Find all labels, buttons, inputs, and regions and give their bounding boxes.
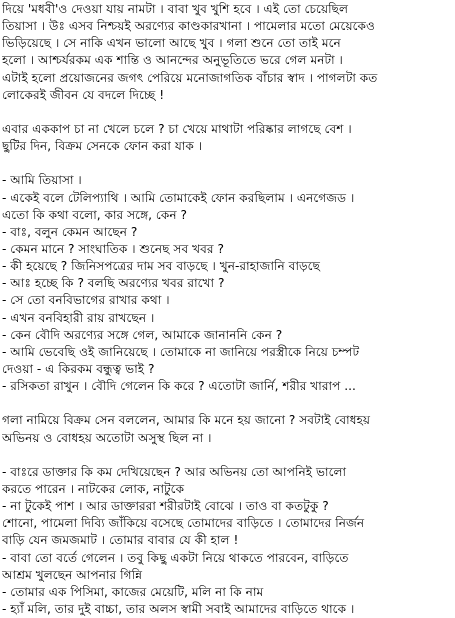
dialogue-line: - বাঃ, বলুন কেমন আছেন ? xyxy=(2,224,138,239)
paragraph-gap xyxy=(2,104,453,121)
text-line: এটাই হলো প্রয়োজনের জগৎ পেরিয়ে মনোজাগতিক বাঁচার স্বাদ । পাগলটা কত xyxy=(2,70,378,85)
dialogue-line: - কী হয়েছে ? জিনিসপত্রের দাম সব বাড়ছে । খুন-রাহাজানি বাড়ছে xyxy=(2,259,320,274)
text-line: ভিড়িয়েছে । সে নাকি এখন ভালো আছে খুব । গলা শুনে তো তাই মনে xyxy=(2,36,341,51)
dialogue-line: - হ্যাঁ মলি, তার দুই বাচ্চা, তার অলস স্বামী সবাই আমাদের বাড়িতে থাকে । xyxy=(2,601,355,616)
dialogue-line: - বাবা তো বর্তে গেলেন । তবু কিছু একটা নিয়ে থাকতে পারবেন, বাড়িতে xyxy=(2,550,349,565)
text-line: অভিনয় ও বোধহয় অতোটা অসুস্থ ছিল না । xyxy=(2,430,212,445)
dialogue-line: - আঃ হচ্ছে কি ? বলছি অরণ্যের খবর রাখো ? xyxy=(2,276,225,291)
paragraph-gap xyxy=(2,447,453,464)
dialogue-line: - এখন বনবিহারী রায় রাখছেন । xyxy=(2,310,155,325)
dialogue-line: - না টুকেই পাশ । আর ডাক্তাররা শরীরটাই বোঝে । তাও বা কতটুকু ? xyxy=(2,499,329,514)
text-line: দেওয়া - এ কিরকম বন্ধুত্ব ভাই ? xyxy=(2,361,155,376)
text-line: আশ্রম খুলছেন আপনার গিন্নি xyxy=(2,567,143,582)
text-line: শোনো, পামেলা দিব্যি জাঁকিয়ে বসেছে তোমাদের বাড়িতে । তোমাদের নির্জন xyxy=(2,516,365,531)
dialogue-line: - একেই বলে টেলিপ্যাথি । আমি তোমাকেই ফোন করছিলাম । এনগেজড । xyxy=(2,190,355,205)
text-line: হলো । আশ্চর্যরকম এক শান্তি ও আনন্দের অনুভূতিতে ভরে গেল মনটা । xyxy=(2,53,343,68)
dialogue-line: - কেমন মানে ? সাংঘাতিক । শুনেছ সব খবর ? xyxy=(2,241,224,256)
dialogue-line: - সে তো বনবিভাগের রাখার কথা । xyxy=(2,293,170,308)
dialogue-line: - রসিকতা রাখুন । বৌদি গেলেন কি করে ? এতোটা জার্নি, শরীর খারাপ ... xyxy=(2,379,356,394)
text-line: করতে পারেন । নাটকের লোক, নাটুকে xyxy=(2,481,185,496)
text-line: দিয়ে 'মধবী'ও দেওয়া যায় নামটা । বাবা খুব খুশি হবে । এই তো চেয়েছিল xyxy=(2,2,349,16)
text-line: গলা নামিয়ে বিক্রম সেন বললেন, আমার কি মনে হয় জানো ? সবটাই বোধহয় xyxy=(2,413,371,428)
text-line: এবার এককাপ চা না খেলে চলে ? চা খেয়ে মাথাটা পরিষ্কার লাগছে বেশ । xyxy=(2,121,352,136)
text-line: লোকেরই জীবন যে বদলে দিচ্ছে ! xyxy=(2,87,165,102)
dialogue-line: - আমি তিয়াসা । xyxy=(2,173,82,188)
dialogue-line: - তোমার এক পিসিমা, কাজের মেয়েটি, মলি না কি নাম xyxy=(2,584,264,599)
text-line: বাড়ি যেন জমজমাট । তোমার বাবার যে কী হাল ! xyxy=(2,533,239,548)
dialogue-line: - আমি ভেবেছি ওই জানিয়েছে । তোমাকে না জানিয়ে পরস্ত্রীকে নিয়ে চম্পট xyxy=(2,344,360,359)
text-line: তিয়াসা । উঃ এসব নিশ্চয়ই অরণ্যের কাণ্ডকারখানা । পামেলার মতো মেয়েকেও xyxy=(2,19,376,34)
text-line: ছুটির দিন, বিক্রম সেনকে ফোন করা যাক । xyxy=(2,139,203,154)
paragraph-gap xyxy=(2,155,453,172)
dialogue-line: - কেন বৌদি অরণ্যের সঙ্গে গেল, আমাকে জানাননি কেন ? xyxy=(2,327,283,342)
text-line: এতো কি কথা বলো, কার সঙ্গে, কেন ? xyxy=(2,207,187,222)
dialogue-line: - বাঃরে ডাক্তার কি কম দেখিয়েছেন ? আর অভিনয় তো আপনিই ভালো xyxy=(2,464,347,479)
paragraph-gap xyxy=(2,395,453,412)
